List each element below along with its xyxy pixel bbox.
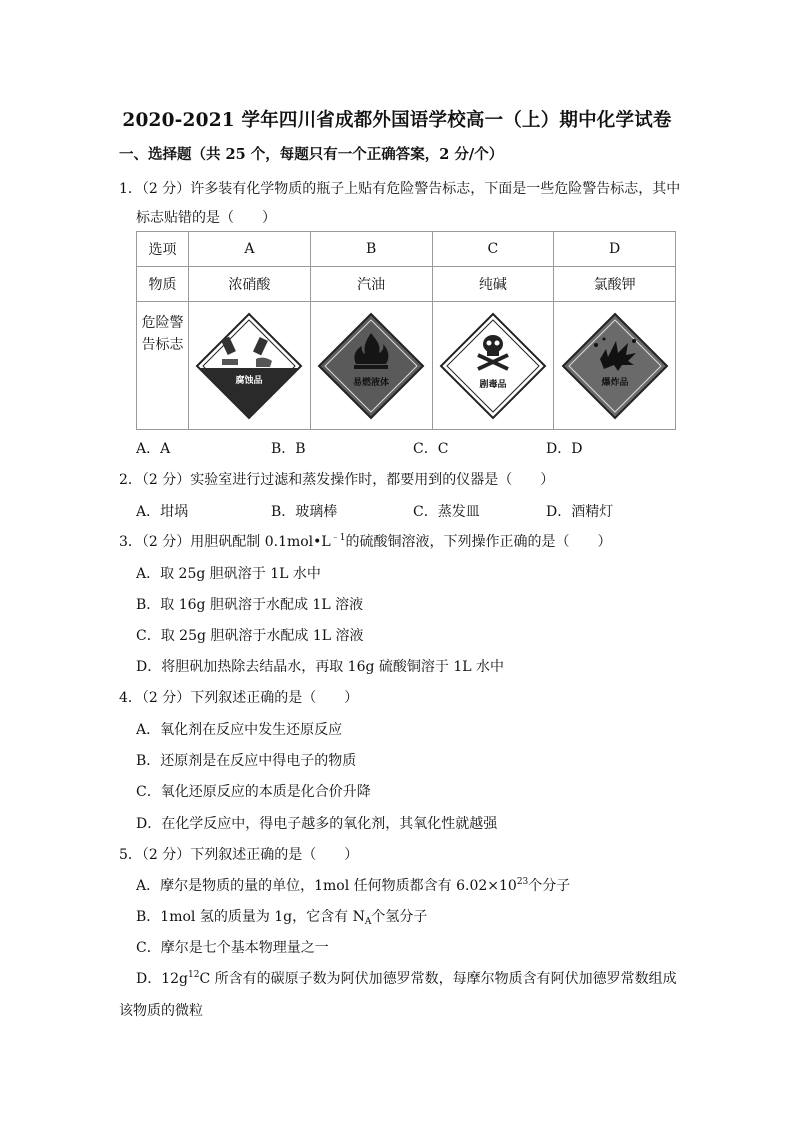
- q3-option-b[interactable]: B．取 16g 胆矾溶于水配成 1L 溶液: [136, 597, 364, 613]
- q2-option-c[interactable]: C．蒸发皿: [413, 504, 480, 520]
- hazard-sign-table: [136, 231, 676, 430]
- q2-stem: 2．（2 分）实验室进行过滤和蒸发操作时，都要用到的仪器是（ ）: [119, 472, 555, 488]
- q1-stem-line1: 1．（2 分）许多装有化学物质的瓶子上贴有危险警告标志，下面是一些危险警告标志，其中: [119, 181, 681, 197]
- sign-label-c: 剧毒品: [479, 379, 507, 390]
- table-cell-option-label: 选项: [137, 232, 189, 267]
- q3-stem-superscript: ﹣1: [330, 533, 346, 543]
- q5-option-d[interactable]: [136, 968, 677, 988]
- table-cell-substance-c: 纯碱: [432, 267, 554, 302]
- sign-label-a: 腐蚀品: [235, 375, 263, 386]
- sign-label-b: 易燃液体: [353, 377, 390, 388]
- q5-option-d-line2: 该物质的微粒: [119, 1003, 203, 1019]
- q1-option-c[interactable]: C．C: [413, 441, 449, 457]
- q3-option-a[interactable]: A．取 25g 胆矾溶于 1L 水中: [136, 566, 321, 582]
- page-title: 2020-2021 学年四川省成都外国语学校高一（上）期中化学试卷: [122, 110, 672, 131]
- q5-option-a-superscript: 23: [516, 877, 529, 887]
- q1-option-a[interactable]: A．A: [136, 441, 171, 457]
- table-cell-substance-b: 汽油: [310, 267, 432, 302]
- table-cell-substance-d: 氯酸钾: [554, 267, 676, 302]
- q3-option-c[interactable]: C．取 25g 胆矾溶于水配成 1L 溶液: [136, 628, 364, 644]
- q1-option-b[interactable]: B．B: [271, 441, 306, 457]
- table-cell-sign-label: [137, 302, 189, 430]
- table-row-substance: [137, 267, 676, 302]
- q5-option-b[interactable]: [136, 906, 427, 926]
- table-cell-sign-d: [554, 302, 676, 430]
- q5-option-d-text-end: C 所含有的碳原子数为阿伏加德罗常数，每摩尔物质含有阿伏加德罗常数组成: [199, 971, 677, 987]
- q5-option-c[interactable]: C．摩尔是七个基本物理量之一: [136, 940, 329, 956]
- q5-option-b-text: B．1mol 氢的质量为 1g，它含有 N: [136, 909, 365, 925]
- toxic-icon: [438, 311, 548, 421]
- q4-option-d[interactable]: D．在化学反应中，得电子越多的氧化剂，其氧化性就越强: [136, 816, 498, 832]
- table-cell-sign-b: [310, 302, 432, 430]
- q1-stem-line2: 标志贴错的是（ ）: [136, 210, 276, 226]
- q2-option-a[interactable]: A．坩埚: [136, 504, 189, 520]
- q3-stem-text: 3．（2 分）用胆矾配制 0.1mol•L: [119, 534, 331, 550]
- table-cell-option-a: A: [189, 232, 311, 267]
- table-row-option: [137, 232, 676, 267]
- sign-label-line1: 危险警: [141, 315, 184, 331]
- sign-label-line2: 告标志: [141, 337, 184, 353]
- q4-option-b[interactable]: B．还原剂是在反应中得电子的物质: [136, 753, 357, 769]
- table-cell-sign-a: [189, 302, 311, 430]
- q5-option-d-text: D．12g: [136, 971, 189, 987]
- q3-option-d[interactable]: D．将胆矾加热除去结晶水，再取 16g 硫酸铜溶于 1L 水中: [136, 659, 505, 675]
- table-cell-sign-c: [432, 302, 554, 430]
- q2-option-d[interactable]: D．酒精灯: [546, 504, 614, 520]
- explosive-icon: [560, 311, 670, 421]
- q3-stem-text-end: 的硫酸铜溶液，下列操作正确的是（ ）: [345, 534, 612, 550]
- table-cell-option-b: B: [310, 232, 432, 267]
- q2-option-b[interactable]: B．玻璃棒: [271, 504, 338, 520]
- corrosive-icon: [194, 311, 304, 421]
- sign-label-d: 爆炸品: [601, 377, 629, 388]
- flammable-icon: [316, 311, 426, 421]
- q4-stem: 4．（2 分）下列叙述正确的是（ ）: [119, 690, 359, 706]
- q5-option-a-text-end: 个分子: [528, 878, 571, 894]
- q5-option-b-text-end: 个氢分子: [371, 909, 428, 925]
- q1-option-d[interactable]: D．D: [546, 441, 583, 457]
- q5-option-a-text: A．摩尔是物质的量的单位，1mol 任何物质都含有 6.02×10: [136, 878, 517, 894]
- table-cell-option-c: C: [432, 232, 554, 267]
- table-row-sign: [137, 302, 676, 430]
- q4-option-a[interactable]: A．氧化剂在反应中发生还原反应: [136, 722, 343, 738]
- q4-option-c[interactable]: C．氧化还原反应的本质是化合价升降: [136, 784, 371, 800]
- section-heading: 一、选择题（共 25 个，每题只有一个正确答案，2 分/个）: [119, 146, 504, 163]
- q5-stem: 5．（2 分）下列叙述正确的是（ ）: [119, 847, 359, 863]
- q5-option-d-superscript: 12: [188, 970, 200, 980]
- table-cell-substance-label: 物质: [137, 267, 189, 302]
- q5-option-b-subscript: A: [364, 917, 372, 927]
- table-cell-substance-a: 浓硝酸: [189, 267, 311, 302]
- q3-stem: [119, 531, 611, 551]
- table-cell-option-d: D: [554, 232, 676, 267]
- q5-option-a[interactable]: [136, 875, 570, 895]
